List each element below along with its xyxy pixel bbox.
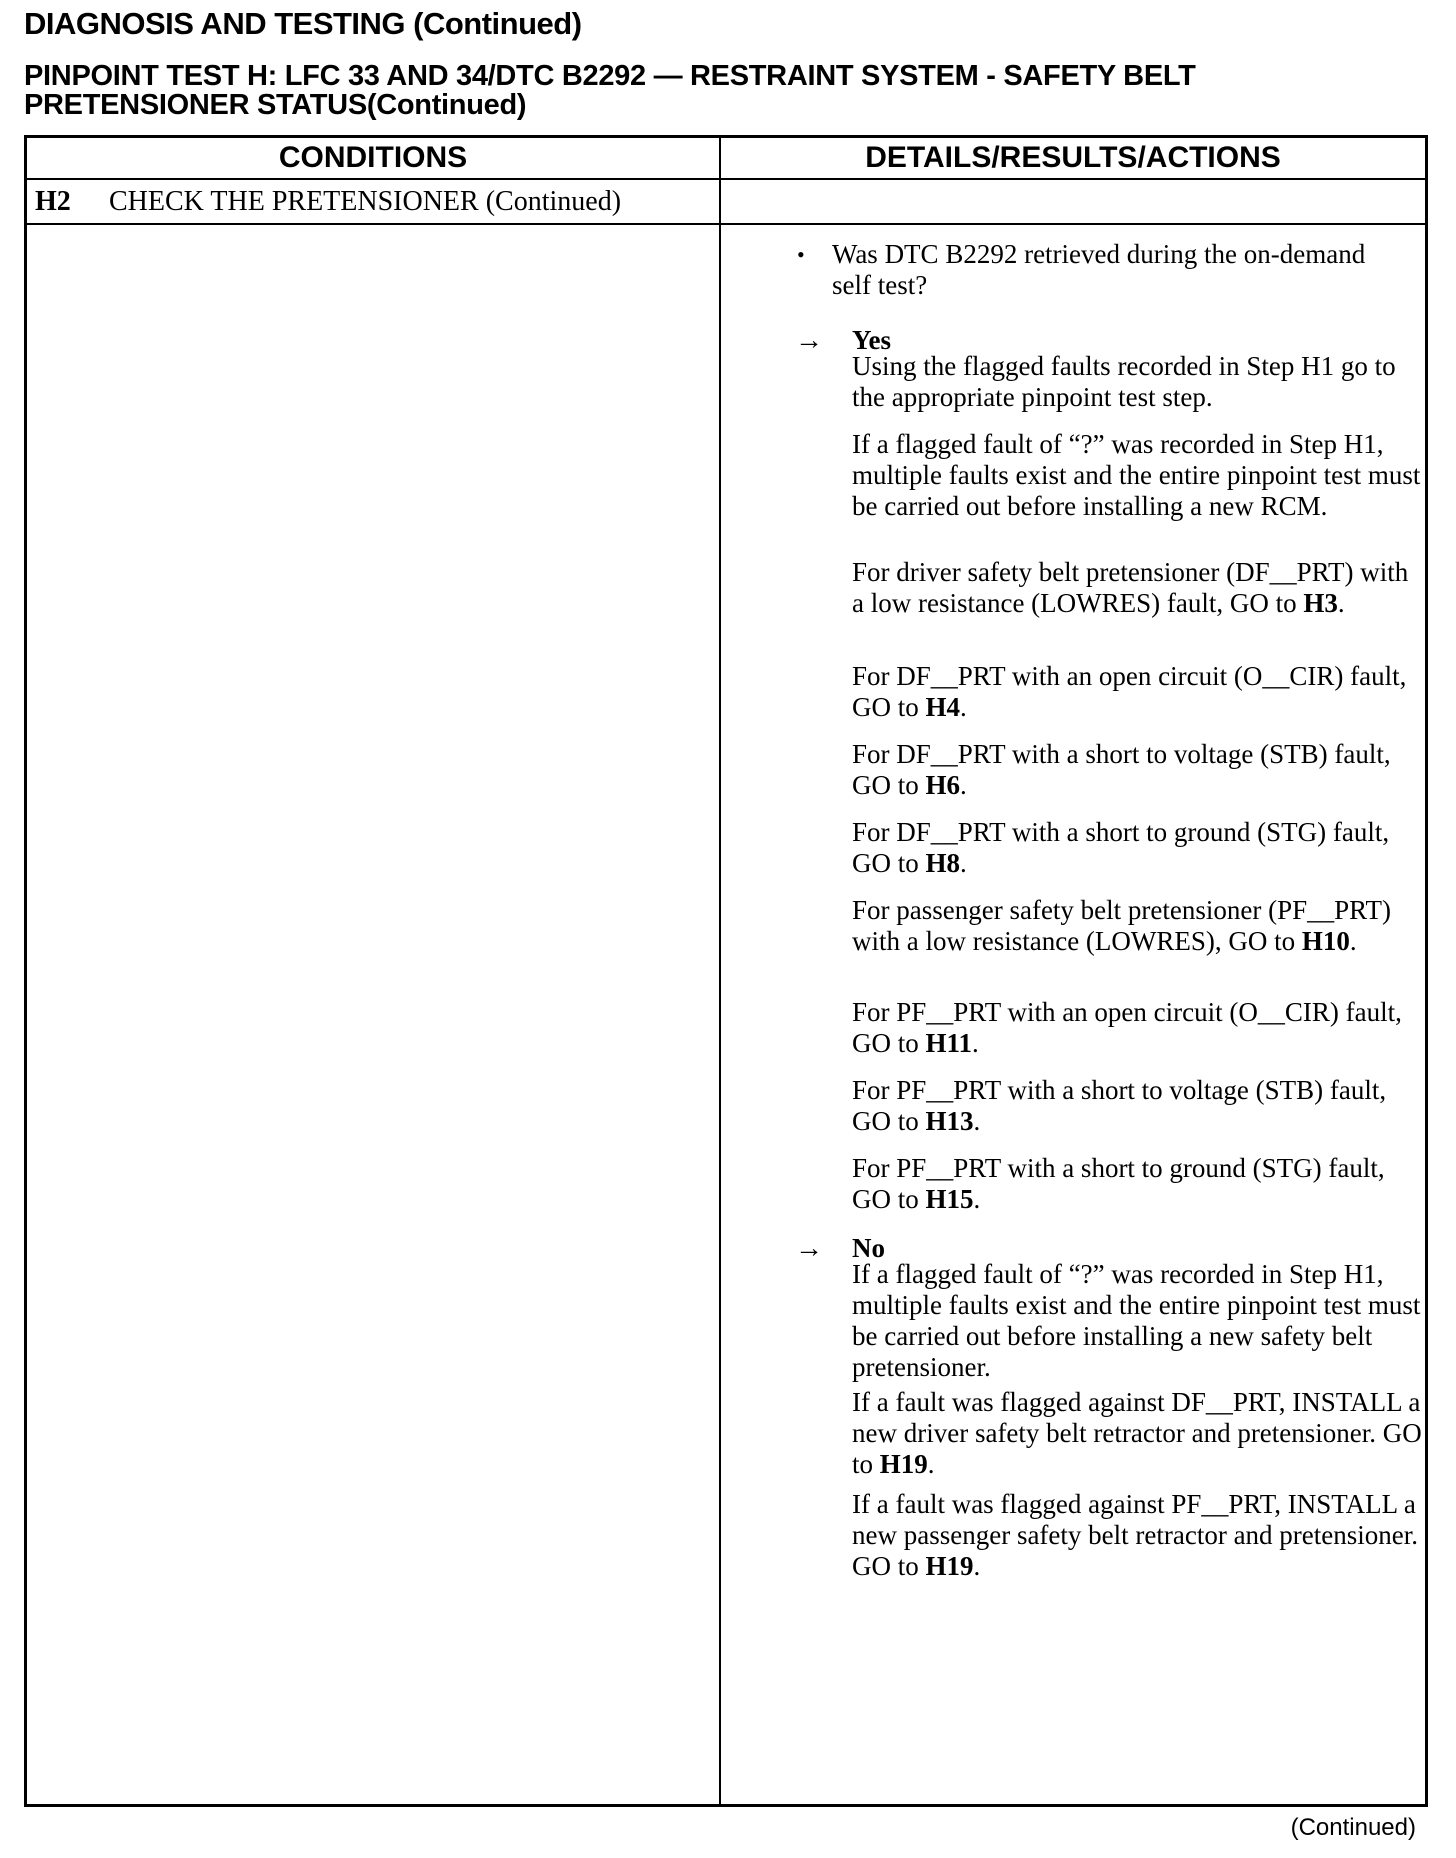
- yes-paragraph-4: For DF__PRT with an open circuit (O__CIR) fault, GO to H4.: [852, 661, 1407, 722]
- bullet-icon: •: [797, 242, 805, 267]
- pinpoint-test-table: [24, 135, 1428, 1807]
- arrow-right-icon: →: [795, 1233, 823, 1264]
- yes-paragraph-7: For passenger safety belt pretensioner (PF__PRT) with a low resistance (LOWRES), GO to H10.: [852, 895, 1392, 956]
- step-ref: H13: [925, 1106, 974, 1136]
- no-paragraph-3: If a fault was flagged against PF__PRT, INSTALL a new passenger safety belt retractor and pretensioner. GO to H19.: [852, 1489, 1419, 1581]
- step-title: CHECK THE PRETENSIONER (Continued): [109, 186, 622, 217]
- yes-paragraph-1: Using the flagged faults recorded in Step H1 go to the appropriate pinpoint test step.: [852, 351, 1396, 412]
- no-paragraph-1: If a flagged fault of “?” was recorded in Step H1, multiple faults exist and the entire pinpoint test must be carried out before installing a new safety belt pretensioner.: [852, 1259, 1421, 1382]
- continued-footer: (Continued): [1290, 1814, 1416, 1841]
- test-title-line-1: PINPOINT TEST H: LFC 33 AND 34/DTC B2292 — RESTRAINT SYSTEM - SAFETY BELT: [24, 60, 1196, 92]
- step-row: [35, 186, 621, 218]
- yes-label: Yes: [852, 325, 891, 355]
- step-ref: H19: [925, 1551, 974, 1581]
- yes-paragraph-8: For PF__PRT with an open circuit (O__CIR) fault, GO to H11.: [852, 997, 1402, 1058]
- column-header-conditions: CONDITIONS: [278, 141, 468, 174]
- step-ref: H6: [925, 770, 961, 800]
- column-header-details: DETAILS/RESULTS/ACTIONS: [865, 141, 1281, 174]
- no-label: No: [852, 1233, 885, 1263]
- yes-paragraph-9: For PF__PRT with a short to voltage (STB) fault, GO to H13.: [852, 1075, 1387, 1136]
- yes-paragraph-2: If a flagged fault of “?” was recorded in Step H1, multiple faults exist and the entire pinpoint test must be carried out before installing a new RCM.: [852, 429, 1421, 521]
- step-row-divider: [27, 223, 1425, 225]
- step-ref: H11: [925, 1028, 973, 1058]
- no-paragraph-2: If a fault was flagged against DF__PRT, INSTALL a new driver safety belt retractor and pretensioner. GO to H19.: [852, 1387, 1422, 1479]
- question-text: Was DTC B2292 retrieved during the on-demand self test?: [832, 239, 1366, 300]
- yes-paragraph-3: For driver safety belt pretensioner (DF__PRT) with a low resistance (LOWRES) fault, GO to H3.: [852, 557, 1409, 618]
- column-divider: [719, 138, 721, 1805]
- step-ref: H15: [925, 1184, 974, 1214]
- step-ref: H10: [1301, 926, 1350, 956]
- pinpoint-test-title: [24, 62, 1424, 120]
- arrow-right-icon: →: [795, 325, 823, 356]
- step-ref: H4: [925, 692, 961, 722]
- yes-paragraph-6: For DF__PRT with a short to ground (STG) fault, GO to H8.: [852, 817, 1390, 878]
- step-ref: H19: [879, 1449, 928, 1479]
- step-ref: H8: [925, 848, 961, 878]
- yes-paragraph-5: For DF__PRT with a short to voltage (STB) fault, GO to H6.: [852, 739, 1391, 800]
- step-number: H2: [35, 186, 71, 217]
- page-header: DIAGNOSIS AND TESTING (Continued): [24, 6, 582, 41]
- header-row-divider: [27, 178, 1425, 180]
- yes-paragraph-10: For PF__PRT with a short to ground (STG) fault, GO to H15.: [852, 1153, 1385, 1214]
- test-title-line-2: PRETENSIONER STATUS(Continued): [24, 89, 527, 121]
- step-ref: H3: [1303, 588, 1338, 618]
